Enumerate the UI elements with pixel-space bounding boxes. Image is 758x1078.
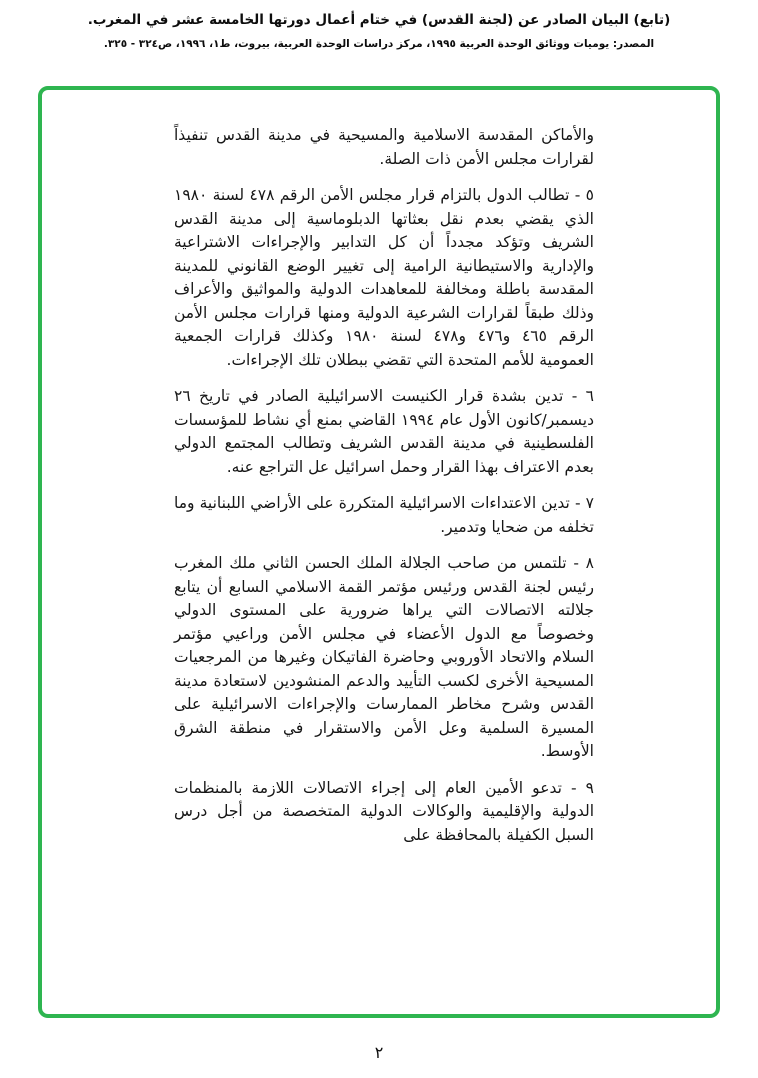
paragraph-item-9: ٩ - تدعو الأمين العام إلى إجراء الاتصالات اللازمة بالمنظمات الدولية والإقليمية والوكالات الدولية المتخصصة من أجل درس السبل الكفيلة بالمحافظة على [174, 778, 594, 844]
document-header [16, 12, 742, 51]
document-body-text [174, 124, 594, 860]
header-title: (تابع) البيان الصادر عن (لجنة القدس) في ختام أعمال دورتها الخامسة عشر في المغرب. [87, 12, 671, 28]
page-number: ٢ [374, 1043, 384, 1062]
paragraph-continuation: والأماكن المقدسة الاسلامية والمسيحية في مدينة القدس تنفيذاً لقرارات مجلس الأمن ذات الصلة. [174, 126, 594, 168]
paragraph-item-8: ٨ - تلتمس من صاحب الجلالة الملك الحسن الثاني ملك المغرب رئيس لجنة القدس ورئيس مؤتمر القمة الاسلامي السابع أن يتابع جلالته الاتصالات التي يراها ضرورية على المستوى الدولي وخصوصاً مع الدول الأعضاء في مجلس الأمن وراعيي مؤتمر السلام والاتحاد الأوروبي وحاضرة الفاتيكان وغيرها من المرجعيات المسيحية الأخرى لكسب التأييد والدعم المنشودين لاستعادة مدينة القدس وشرح مخاطر الممارسات والإجراءات الاسرائيلية على المسيرة السلمية وعل الأمن والاستقرار في منطقة الشرق الأوسط. [174, 554, 594, 760]
paragraph-item-5: ٥ - تطالب الدول بالتزام قرار مجلس الأمن الرقم ٤٧٨ لسنة ١٩٨٠ الذي يقضي بعدم نقل بعثاتها الدبلوماسية إلى مدينة القدس الشريف وتؤكد مجدداً أن كل التدابير والإجراءات الاشتراعية والإدارية والاستيطانية الرامية إلى تغيير الوضع القانوني للمدينة المقدسة باطلة ومخالفة للمعاهدات الدولية والمواثيق والأعراف وذلك طبقاً لقرارات الشرعية الدولية ومنها قرارات مجلس الأمن الرقم ٤٦٥ و٤٧٦ و٤٧٨ لسنة ١٩٨٠ وكذلك قرارات الجمعية العمومية للأمم المتحدة التي تقضي ببطلان تلك الإجراءات. [174, 186, 594, 369]
paragraph-item-7: ٧ - تدين الاعتداءات الاسرائيلية المتكررة على الأراضي اللبنانية وما تخلفه من ضحايا وتدمير. [174, 494, 594, 536]
paragraph-item-6: ٦ - تدين بشدة قرار الكنيست الاسرائيلية الصادر في تاريخ ٢٦ ديسمبر/كانون الأول عام ١٩٩٤ القاضي بمنع أي نشاط للمؤسسات الفلسطينية في مدينة القدس الشريف وتطالب المجتمع الدولي بعدم الاعتراف بهذا القرار وحمل اسرائيل عل التراجع عنه. [174, 387, 594, 476]
header-source-citation: المصدر: يوميات ووثائق الوحدة العربية ١٩٩٥، مركز دراسات الوحدة العربية، بيروت، ط١، ١٩٩٦، ص٣٢٤ - ٣٢٥. [103, 37, 655, 50]
green-border-frame [38, 86, 720, 1018]
